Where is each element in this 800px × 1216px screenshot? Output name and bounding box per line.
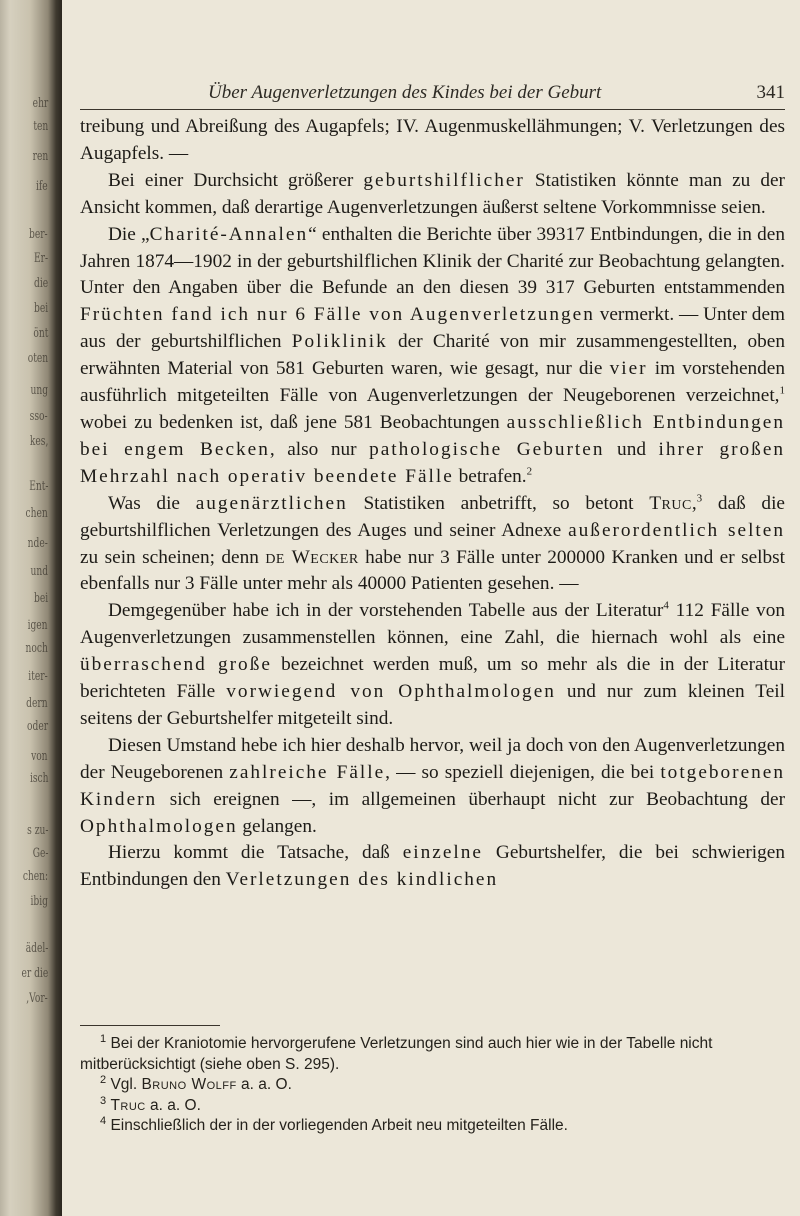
margin-bleed-fragment: ibig [30, 894, 48, 909]
margin-bleed-fragment: ten [33, 119, 48, 134]
margin-bleed-fragment: igen [28, 618, 48, 633]
margin-bleed-fragment: ren [32, 149, 48, 164]
running-header [80, 82, 785, 106]
margin-bleed-fragment: ädel- [25, 941, 48, 956]
margin-bleed-fragment: isch [29, 771, 48, 786]
paragraph-3: Die „Charité-Annalen“ enthalten die Berichte über 39317 Entbindungen, die in den Jahren 1874—1902 in der geburtshilflichen Klinik der Charité zur Beobachtung gelangten. Unter den Angaben über die Befunde an den diesen 39 317 Geburten entstammenden Früchten fand ich nur 6 Fälle von Augenverletzungen vermerkt. — Unter dem aus der geburtshilflichen Poliklinik der Charité von mir zusammengestellten, oben erwähnten Material von 581 Geburten waren, wie gesagt, nur die vier im vorstehenden ausführlich mitgeteilten Fälle von Augenverletzungen der Neugeborenen verzeichnet,$^1$ wobei zu bedenken ist, daß jene 581 Beobachtungen ausschließlich Entbindungen bei engem Becken, also nur pathologische Geburten und ihrer großen Mehrzahl nach operativ beendete Fälle betrafen.$^2$ [80, 223, 786, 487]
footnote-ref: 3 [696, 492, 703, 505]
margin-bleed-fragment: oten [27, 351, 48, 366]
margin-bleed-fragment: ung [30, 383, 48, 398]
margin-bleed-fragment: Er- [33, 251, 48, 266]
margin-bleed-fragment: Ge- [32, 846, 48, 861]
paragraph-4: Was die augenärztlichen Statistiken anbetrifft, so betont Truc,$^3$ daß die geburtshilflichen Verletzungen des Auges und seiner Adnexe außerordentlich selten zu sein scheinen; denn de Wecker habe nur 3 Fälle unter 200000 Kranken und er selbst ebenfalls nur 3 Fälle unter mehr als 40000 Patienten gesehen. — [80, 492, 785, 595]
body-text [80, 114, 785, 894]
footnote-ref: 1 [779, 384, 785, 397]
footnote-2: $^2$ Vgl. Bruno Wolff a. a. O. [100, 1073, 292, 1093]
page [80, 0, 785, 1216]
footnote-1: $^1$ Bei der Kraniotomie hervorgerufene Verletzungen sind auch hier wie in der Tabelle nicht mitberücksichtigt (siehe oben S. 295). [80, 1032, 713, 1073]
margin-bleed-fragment: chen: [22, 869, 48, 884]
margin-bleed-fragment: von [31, 749, 48, 764]
margin-bleed-fragment: Ent- [28, 479, 48, 494]
paragraph-1: treibung und Abreißung des Augapfels; IV. Augenmuskellähmungen; V. Verletzungen des Augapfels. — [80, 116, 785, 164]
margin-bleed-fragment: s zu- [26, 823, 48, 838]
margin-bleed-fragment: ber- [29, 227, 48, 242]
header-rule [80, 109, 785, 110]
paragraph-5: Demgegenüber habe ich in der vorstehenden Tabelle aus der Literatur$^4$ 112 Fälle von Augenverletzungen zusammenstellen können, eine Zahl, die hiernach wohl als eine überraschend große bezeichnet werden muß, um so mehr als die in der Literatur berichteten Fälle vorwiegend von Ophthalmologen und nur zum kleinen Teil seitens der Geburtshelfer mitgeteilt sind. [80, 599, 785, 729]
footnote-3: $^3$ Truc a. a. O. [100, 1094, 201, 1114]
footnote-rule [80, 1025, 220, 1026]
footnote-ref: 4 [663, 599, 669, 612]
margin-bleed-fragment: iter- [28, 669, 48, 684]
paragraph-2: Bei einer Durchsicht größerer geburtshilflicher Statistiken könnte man zu der Ansicht kommen, daß derartige Augenverletzungen äußerst seltene Vorkommnisse seien. [80, 169, 785, 218]
margin-bleed-fragment: önt [32, 326, 48, 341]
margin-bleed-fragment: die [33, 276, 48, 291]
margin-bleed-fragment: kes, [29, 434, 48, 449]
paragraph-7: Hierzu kommt die Tatsache, daß einzelne Geburtshelfer, die bei schwierigen Entbindungen den Verletzungen des kindlichen [80, 842, 785, 891]
running-title: Über Augenverletzungen des Kindes bei der Geburt [208, 82, 602, 103]
margin-bleed-fragment: bei [33, 301, 48, 316]
footnote-ref: 2 [526, 465, 533, 478]
margin-bleed-fragment: ehr [32, 96, 48, 111]
margin-bleed-fragment: sso- [30, 409, 48, 424]
margin-bleed-fragment: nde- [27, 536, 48, 551]
margin-bleed-fragment: ife [36, 179, 48, 194]
paragraph-6: Diesen Umstand hebe ich hier deshalb hervor, weil ja doch von den Augenverletzungen der Neugeborenen zahlreiche Fälle, — so speziell diejenigen, die bei totgeborenen Kindern sich ereignen —, im allgemeinen überhaupt nicht zur Beobachtung der Ophthalmologen gelangen. [80, 734, 785, 837]
margin-bleed-text [0, 0, 52, 1216]
margin-bleed-fragment: oder [26, 719, 48, 734]
margin-bleed-fragment: er die [21, 966, 48, 981]
margin-bleed-fragment: noch [25, 641, 48, 656]
margin-bleed-fragment: bei [33, 591, 48, 606]
margin-bleed-fragment: ,Vor- [26, 991, 48, 1006]
margin-bleed-fragment: und [30, 564, 48, 579]
margin-bleed-fragment: chen [25, 506, 48, 521]
margin-bleed-fragment: dern [26, 696, 48, 711]
footnote-4: $^4$ Einschließlich der in der vorliegenden Arbeit neu mitgeteilten Fälle. [100, 1114, 568, 1134]
page-number: 341 [756, 82, 785, 103]
footnotes [80, 1034, 785, 1137]
